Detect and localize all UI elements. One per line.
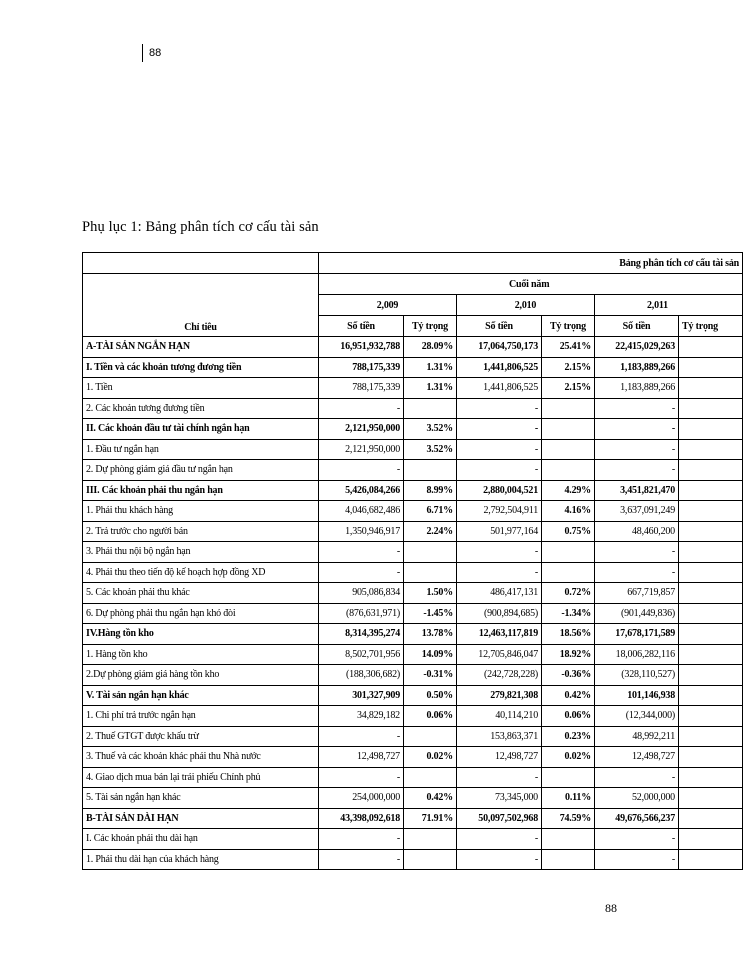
amount-2010: (900,894,685) [457, 603, 542, 624]
row-label: II. Các khoản đầu tư tài chính ngắn hạn [83, 419, 319, 440]
amount-2009: 301,327,909 [319, 685, 404, 706]
amount-2010: - [457, 398, 542, 419]
amount-2011: - [595, 829, 679, 850]
amount-2010: - [457, 460, 542, 481]
row-label: 1. Hàng tồn kho [83, 644, 319, 665]
row-label: B-TÀI SẢN DÀI HẠN [83, 808, 319, 829]
table-row [83, 378, 743, 399]
table-row [83, 808, 743, 829]
amount-2009: (188,306,682) [319, 665, 404, 686]
amount-2010: 40,114,210 [457, 706, 542, 727]
amount-header-1: Số tiền [319, 316, 404, 337]
period-label: Cuối năm [319, 274, 743, 295]
amount-2009: - [319, 767, 404, 788]
amount-2011: 101,146,938 [595, 685, 679, 706]
ratio-2011 [679, 501, 743, 522]
row-label: 2. Thuế GTGT được khấu trừ [83, 726, 319, 747]
amount-2010: - [457, 829, 542, 850]
ratio-2009: 0.42% [404, 788, 457, 809]
row-label: 1. Phải thu khách hàng [83, 501, 319, 522]
amount-2011: 18,006,282,116 [595, 644, 679, 665]
amount-2009: 905,086,834 [319, 583, 404, 604]
ratio-2010: 2.15% [542, 378, 595, 399]
row-label: 5. Các khoản phải thu khác [83, 583, 319, 604]
ratio-2011 [679, 808, 743, 829]
ratio-2011 [679, 644, 743, 665]
row-label: 6. Dự phòng phải thu ngắn hạn khó đòi [83, 603, 319, 624]
amount-2010: - [457, 849, 542, 870]
ratio-2010 [542, 419, 595, 440]
row-label: 4. Giao dịch mua bán lại trái phiếu Chính phủ [83, 767, 319, 788]
amount-2010: 153,863,371 [457, 726, 542, 747]
ratio-2009 [404, 460, 457, 481]
amount-2009: - [319, 460, 404, 481]
amount-2011: - [595, 419, 679, 440]
amount-2011: - [595, 398, 679, 419]
amount-2009: - [319, 542, 404, 563]
row-label: 2. Trả trước cho người bán [83, 521, 319, 542]
amount-2009: 788,175,339 [319, 357, 404, 378]
table-row [83, 829, 743, 850]
table-row [83, 562, 743, 583]
ratio-2010: 0.06% [542, 706, 595, 727]
ratio-2010: 0.02% [542, 747, 595, 768]
amount-2011: 52,000,000 [595, 788, 679, 809]
row-label: 1. Phải thu dài hạn của khách hàng [83, 849, 319, 870]
year-header-1: 2,009 [319, 295, 457, 316]
amount-2009: 8,314,395,274 [319, 624, 404, 645]
amount-2009: - [319, 398, 404, 419]
amount-2009: 254,000,000 [319, 788, 404, 809]
amount-2009: - [319, 562, 404, 583]
amount-2009: 1,350,946,917 [319, 521, 404, 542]
ratio-header-2: Tỷ trọng [542, 316, 595, 337]
ratio-2011 [679, 583, 743, 604]
row-label: A-TÀI SẢN NGẮN HẠN [83, 337, 319, 358]
ratio-2011 [679, 726, 743, 747]
column-header-item: Chỉ tiêu [83, 274, 319, 337]
amount-2010: 12,705,846,047 [457, 644, 542, 665]
ratio-2009: 2.24% [404, 521, 457, 542]
ratio-2010: 0.11% [542, 788, 595, 809]
table-row [83, 849, 743, 870]
amount-2010: 1,441,806,525 [457, 357, 542, 378]
row-label: I. Các khoản phải thu dài hạn [83, 829, 319, 850]
ratio-2010 [542, 542, 595, 563]
ratio-2010: 18.92% [542, 644, 595, 665]
amount-2011: 48,460,200 [595, 521, 679, 542]
ratio-2011 [679, 788, 743, 809]
amount-2010: - [457, 542, 542, 563]
ratio-2010: 0.42% [542, 685, 595, 706]
row-label: 3. Phải thu nội bộ ngắn hạn [83, 542, 319, 563]
row-label: 4. Phải thu theo tiến độ kế hoạch hợp đồng XD [83, 562, 319, 583]
table-title: Bảng phân tích cơ cấu tài sản [319, 253, 743, 274]
ratio-2009: 0.02% [404, 747, 457, 768]
row-label: 2.Dự phòng giảm giá hàng tồn kho [83, 665, 319, 686]
ratio-2011 [679, 521, 743, 542]
ratio-2010 [542, 439, 595, 460]
ratio-2009: 1.50% [404, 583, 457, 604]
footer-page-number: 88 [605, 901, 617, 915]
ratio-2009: 3.52% [404, 439, 457, 460]
ratio-2009: 1.31% [404, 378, 457, 399]
amount-2011: - [595, 849, 679, 870]
amount-2009: 2,121,950,000 [319, 439, 404, 460]
ratio-2009 [404, 726, 457, 747]
table-row [83, 583, 743, 604]
ratio-2009: 71.91% [404, 808, 457, 829]
ratio-2009 [404, 767, 457, 788]
amount-2009: 16,951,932,788 [319, 337, 404, 358]
amount-2011: 3,451,821,470 [595, 480, 679, 501]
ratio-2010: 74.59% [542, 808, 595, 829]
ratio-header-3: Tỷ trọng [679, 316, 743, 337]
table-row [83, 644, 743, 665]
amount-2009: 5,426,084,266 [319, 480, 404, 501]
year-header-3: 2,011 [595, 295, 743, 316]
table-container [82, 252, 740, 870]
table-row [83, 788, 743, 809]
row-label: 1. Tiền [83, 378, 319, 399]
amount-2010: (242,728,228) [457, 665, 542, 686]
table-row [83, 603, 743, 624]
amount-2009: (876,631,971) [319, 603, 404, 624]
amount-2009: - [319, 726, 404, 747]
ratio-2010 [542, 460, 595, 481]
ratio-2009 [404, 849, 457, 870]
amount-2010: 12,463,117,819 [457, 624, 542, 645]
ratio-2011 [679, 337, 743, 358]
year-header-2: 2,010 [457, 295, 595, 316]
amount-2011: 12,498,727 [595, 747, 679, 768]
ratio-2009 [404, 562, 457, 583]
amount-2010: 73,345,000 [457, 788, 542, 809]
amount-2011: (12,344,000) [595, 706, 679, 727]
amount-2011: - [595, 460, 679, 481]
row-label: I. Tiền và các khoản tương đương tiền [83, 357, 319, 378]
table-row [83, 767, 743, 788]
ratio-2009: 8.99% [404, 480, 457, 501]
ratio-2010: -0.36% [542, 665, 595, 686]
amount-2009: 12,498,727 [319, 747, 404, 768]
table-row [83, 398, 743, 419]
asset-structure-table [82, 252, 743, 870]
ratio-2009: 6.71% [404, 501, 457, 522]
amount-2009: 4,046,682,486 [319, 501, 404, 522]
row-label: 2. Dự phòng giảm giá đầu tư ngắn hạn [83, 460, 319, 481]
row-label: 1. Đầu tư ngắn hạn [83, 439, 319, 460]
ratio-2011 [679, 439, 743, 460]
table-row [83, 480, 743, 501]
ratio-2010: 25.41% [542, 337, 595, 358]
table-row [83, 460, 743, 481]
row-label: 2. Các khoản tương đương tiền [83, 398, 319, 419]
ratio-2009: 0.50% [404, 685, 457, 706]
ratio-2011 [679, 357, 743, 378]
amount-2010: 2,792,504,911 [457, 501, 542, 522]
amount-2011: 17,678,171,589 [595, 624, 679, 645]
table-row [83, 747, 743, 768]
ratio-2011 [679, 542, 743, 563]
amount-2010: - [457, 562, 542, 583]
row-label: 3. Thuế và các khoản khác phải thu Nhà nước [83, 747, 319, 768]
ratio-2011 [679, 398, 743, 419]
ratio-2010 [542, 398, 595, 419]
amount-2011: 49,676,566,237 [595, 808, 679, 829]
ratio-2010: 18.56% [542, 624, 595, 645]
ratio-2010 [542, 849, 595, 870]
ratio-2009 [404, 829, 457, 850]
ratio-2010: 2.15% [542, 357, 595, 378]
amount-2011: 1,183,889,266 [595, 357, 679, 378]
amount-2011: - [595, 767, 679, 788]
ratio-header-1: Tỷ trọng [404, 316, 457, 337]
ratio-2011 [679, 603, 743, 624]
header-page-number: 88 [142, 44, 161, 62]
table-row [83, 501, 743, 522]
amount-2011: 48,992,211 [595, 726, 679, 747]
amount-2010: 279,821,308 [457, 685, 542, 706]
amount-2011: 1,183,889,266 [595, 378, 679, 399]
amount-2009: 2,121,950,000 [319, 419, 404, 440]
amount-2011: - [595, 439, 679, 460]
amount-2009: 788,175,339 [319, 378, 404, 399]
ratio-2011 [679, 419, 743, 440]
table-row [83, 665, 743, 686]
amount-2009: 8,502,701,956 [319, 644, 404, 665]
ratio-2011 [679, 624, 743, 645]
ratio-2010 [542, 562, 595, 583]
amount-2011: - [595, 542, 679, 563]
ratio-2010: 0.75% [542, 521, 595, 542]
row-label: 1. Chi phí trả trước ngắn hạn [83, 706, 319, 727]
ratio-2010: 0.23% [542, 726, 595, 747]
amount-2010: - [457, 767, 542, 788]
ratio-2009: 1.31% [404, 357, 457, 378]
row-label: III. Các khoản phải thu ngắn hạn [83, 480, 319, 501]
table-row [83, 624, 743, 645]
ratio-2011 [679, 747, 743, 768]
table-row [83, 542, 743, 563]
ratio-2011 [679, 480, 743, 501]
amount-2011: (328,110,527) [595, 665, 679, 686]
table-row [83, 521, 743, 542]
table-row [83, 337, 743, 358]
row-label: 5. Tài sản ngắn hạn khác [83, 788, 319, 809]
amount-2010: 2,880,004,521 [457, 480, 542, 501]
amount-2010: 17,064,750,173 [457, 337, 542, 358]
row-label: V. Tài sản ngắn hạn khác [83, 685, 319, 706]
ratio-2009: 3.52% [404, 419, 457, 440]
blank-corner [83, 253, 319, 274]
ratio-2010: 4.16% [542, 501, 595, 522]
ratio-2011 [679, 378, 743, 399]
table-row [83, 706, 743, 727]
ratio-2010: -1.34% [542, 603, 595, 624]
amount-2011: 667,719,857 [595, 583, 679, 604]
amount-2009: - [319, 849, 404, 870]
amount-header-3: Số tiền [595, 316, 679, 337]
ratio-2011 [679, 665, 743, 686]
amount-2010: 12,498,727 [457, 747, 542, 768]
appendix-caption: Phụ lục 1: Bảng phân tích cơ cấu tài sản [82, 219, 319, 235]
amount-2010: 50,097,502,968 [457, 808, 542, 829]
amount-2011: - [595, 562, 679, 583]
ratio-2009 [404, 542, 457, 563]
ratio-2009: 28.09% [404, 337, 457, 358]
ratio-2011 [679, 562, 743, 583]
amount-2010: 486,417,131 [457, 583, 542, 604]
table-row [83, 439, 743, 460]
ratio-2009: 0.06% [404, 706, 457, 727]
ratio-2009: 13.78% [404, 624, 457, 645]
amount-2009: 43,398,092,618 [319, 808, 404, 829]
amount-2010: 1,441,806,525 [457, 378, 542, 399]
table-row [83, 685, 743, 706]
amount-2010: - [457, 419, 542, 440]
table-row [83, 419, 743, 440]
ratio-2009: -1.45% [404, 603, 457, 624]
table-row [83, 357, 743, 378]
ratio-2011 [679, 849, 743, 870]
amount-header-2: Số tiền [457, 316, 542, 337]
amount-2009: - [319, 829, 404, 850]
ratio-2010 [542, 767, 595, 788]
amount-2010: - [457, 439, 542, 460]
ratio-2011 [679, 685, 743, 706]
ratio-2009 [404, 398, 457, 419]
ratio-2011 [679, 460, 743, 481]
ratio-2009: -0.31% [404, 665, 457, 686]
amount-2011: 3,637,091,249 [595, 501, 679, 522]
ratio-2011 [679, 706, 743, 727]
table-row [83, 726, 743, 747]
ratio-2011 [679, 767, 743, 788]
amount-2010: 501,977,164 [457, 521, 542, 542]
amount-2009: 34,829,182 [319, 706, 404, 727]
ratio-2010: 4.29% [542, 480, 595, 501]
ratio-2009: 14.09% [404, 644, 457, 665]
ratio-2010 [542, 829, 595, 850]
row-label: IV.Hàng tồn kho [83, 624, 319, 645]
amount-2011: 22,415,029,263 [595, 337, 679, 358]
ratio-2011 [679, 829, 743, 850]
ratio-2010: 0.72% [542, 583, 595, 604]
amount-2011: (901,449,836) [595, 603, 679, 624]
